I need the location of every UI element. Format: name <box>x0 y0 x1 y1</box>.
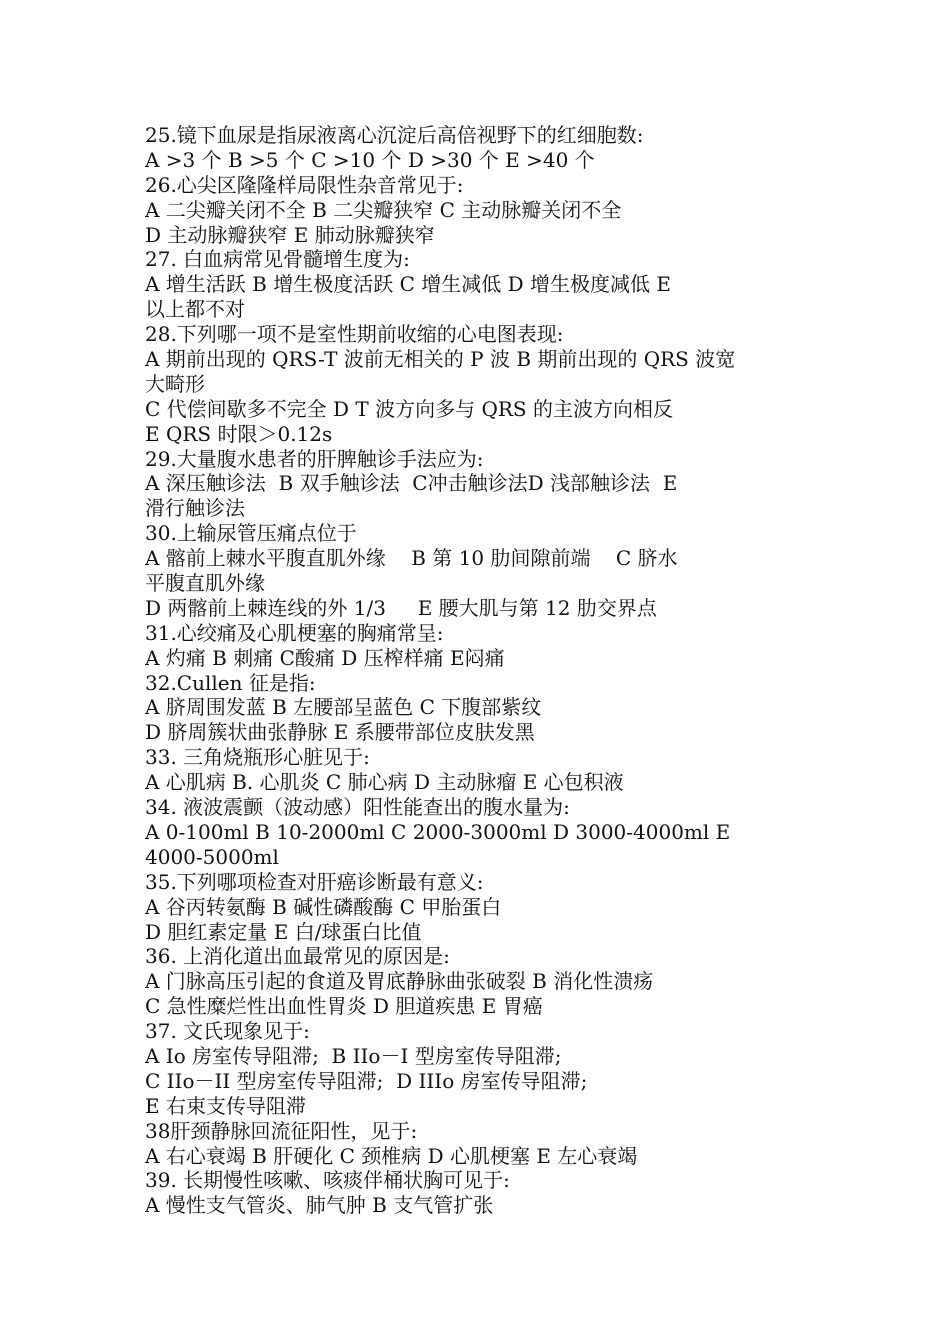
q36-stem: 36. 上消化道出血最常见的原因是: <box>145 944 450 969</box>
q39-options: A 慢性支气管炎、肺气肿 B 支气管扩张 <box>145 1193 494 1218</box>
q33-options: A 心肌病 B. 心肌炎 C 肺心病 D 主动脉瘤 E 心包积液 <box>145 770 624 795</box>
q28-stem: 28.下列哪一项不是室性期前收缩的心电图表现: <box>145 322 564 347</box>
q26-options: A 二尖瓣关闭不全 B 二尖瓣狭窄 C 主动脉瓣关闭不全 <box>145 197 622 222</box>
q31-stem: 31.心绞痛及心肌梗塞的胸痛常呈: <box>145 620 444 645</box>
q29-stem: 29.大量腹水患者的肝脾触诊手法应为: <box>145 446 484 471</box>
q35-options: A 谷丙转氨酶 B 碱性磷酸酶 C 甲胎蛋白 <box>145 894 502 919</box>
q30-options-cont: 平腹直肌外缘 <box>145 571 265 596</box>
q34-stem: 34. 液波震颤（波动感）阳性能查出的腹水量为: <box>145 795 570 820</box>
q27-stem: 27. 白血病常见骨髓增生度为: <box>145 247 410 272</box>
q37-options: A Io 房室传导阻滞; B IIo－I 型房室传导阻滞; <box>145 1043 562 1068</box>
q28-options: A 期前出现的 QRS-T 波前无相关的 P 波 B 期前出现的 QRS 波宽 <box>145 347 736 372</box>
q30-options: A 髂前上棘水平腹直肌外缘 B 第 10 肋间隙前端 C 脐水 <box>145 546 678 571</box>
q38-stem: 38肝颈静脉回流征阳性，见于: <box>145 1118 418 1143</box>
q25-stem: 25.镜下血尿是指尿液离心沉淀后高倍视野下的红细胞数: <box>145 123 644 147</box>
q32-options-cont: D 脐周簇状曲张静脉 E 系腰带部位皮肤发黑 <box>145 720 535 745</box>
q26-stem: 26.心尖区隆隆样局限性杂音常见于: <box>145 172 464 197</box>
q26-options-cont: D 主动脉瓣狭窄 E 肺动脉瓣狭窄 <box>145 222 435 247</box>
q29-options-cont: 滑行触诊法 <box>145 496 245 521</box>
q35-stem: 35.下列哪项检查对肝癌诊断最有意义: <box>145 869 484 894</box>
q34-options-cont: 4000-5000ml <box>145 844 279 869</box>
q37-stem: 37. 文氏现象见于: <box>145 1019 310 1044</box>
q27-options: A 增生活跃 B 增生极度活跃 C 增生减低 D 增生极度减低 E <box>145 272 671 297</box>
q39-stem: 39. 长期慢性咳嗽、咳痰伴桶状胸可见于: <box>145 1168 510 1193</box>
q32-stem: 32.Cullen 征是指: <box>145 670 316 695</box>
q33-stem: 33. 三角烧瓶形心脏见于: <box>145 745 370 770</box>
q30-options-de: D 两髂前上棘连线的外 1/3 E 腰大肌与第 12 肋交界点 <box>145 595 657 620</box>
q28-options-cont: 大畸形 <box>145 371 205 396</box>
q32-options: A 脐周围发蓝 B 左腰部呈蓝色 C 下腹部紫纹 <box>145 695 542 720</box>
q38-options: A 右心衰竭 B 肝硬化 C 颈椎病 D 心肌梗塞 E 左心衰竭 <box>145 1143 638 1168</box>
q31-options: A 灼痛 B 刺痛 C酸痛 D 压榨样痛 E闷痛 <box>145 645 505 670</box>
q37-options-cont: C IIo－II 型房室传导阻滞; D IIIo 房室传导阻滞; <box>145 1068 588 1093</box>
q29-options: A 深压触诊法 B 双手触诊法 C冲击触诊法D 浅部触诊法 E <box>145 471 678 496</box>
q25-options: A >3 个 B >5 个 C >10 个 D >30 个 E >40 个 <box>145 147 595 172</box>
q30-stem: 30.上输尿管压痛点位于 <box>145 521 357 546</box>
q28-options-e: E QRS 时限＞0.12s <box>145 421 333 446</box>
q34-options: A 0-100ml B 10-2000ml C 2000-3000ml D 3000-4000ml E <box>145 819 731 844</box>
q36-options: A 门脉高压引起的食道及胃底静脉曲张破裂 B 消化性溃疡 <box>145 969 654 994</box>
q28-options-cd: C 代偿间歇多不完全 D T 波方向多与 QRS 的主波方向相反 <box>145 396 673 421</box>
q27-options-cont: 以上都不对 <box>145 297 245 322</box>
q36-options-cont: C 急性糜烂性出血性胃炎 D 胆道疾患 E 胃癌 <box>145 994 543 1019</box>
q35-options-cont: D 胆红素定量 E 白/球蛋白比值 <box>145 919 422 944</box>
q37-options-e: E 右束支传导阻滞 <box>145 1093 306 1118</box>
document-page <box>145 123 810 1218</box>
